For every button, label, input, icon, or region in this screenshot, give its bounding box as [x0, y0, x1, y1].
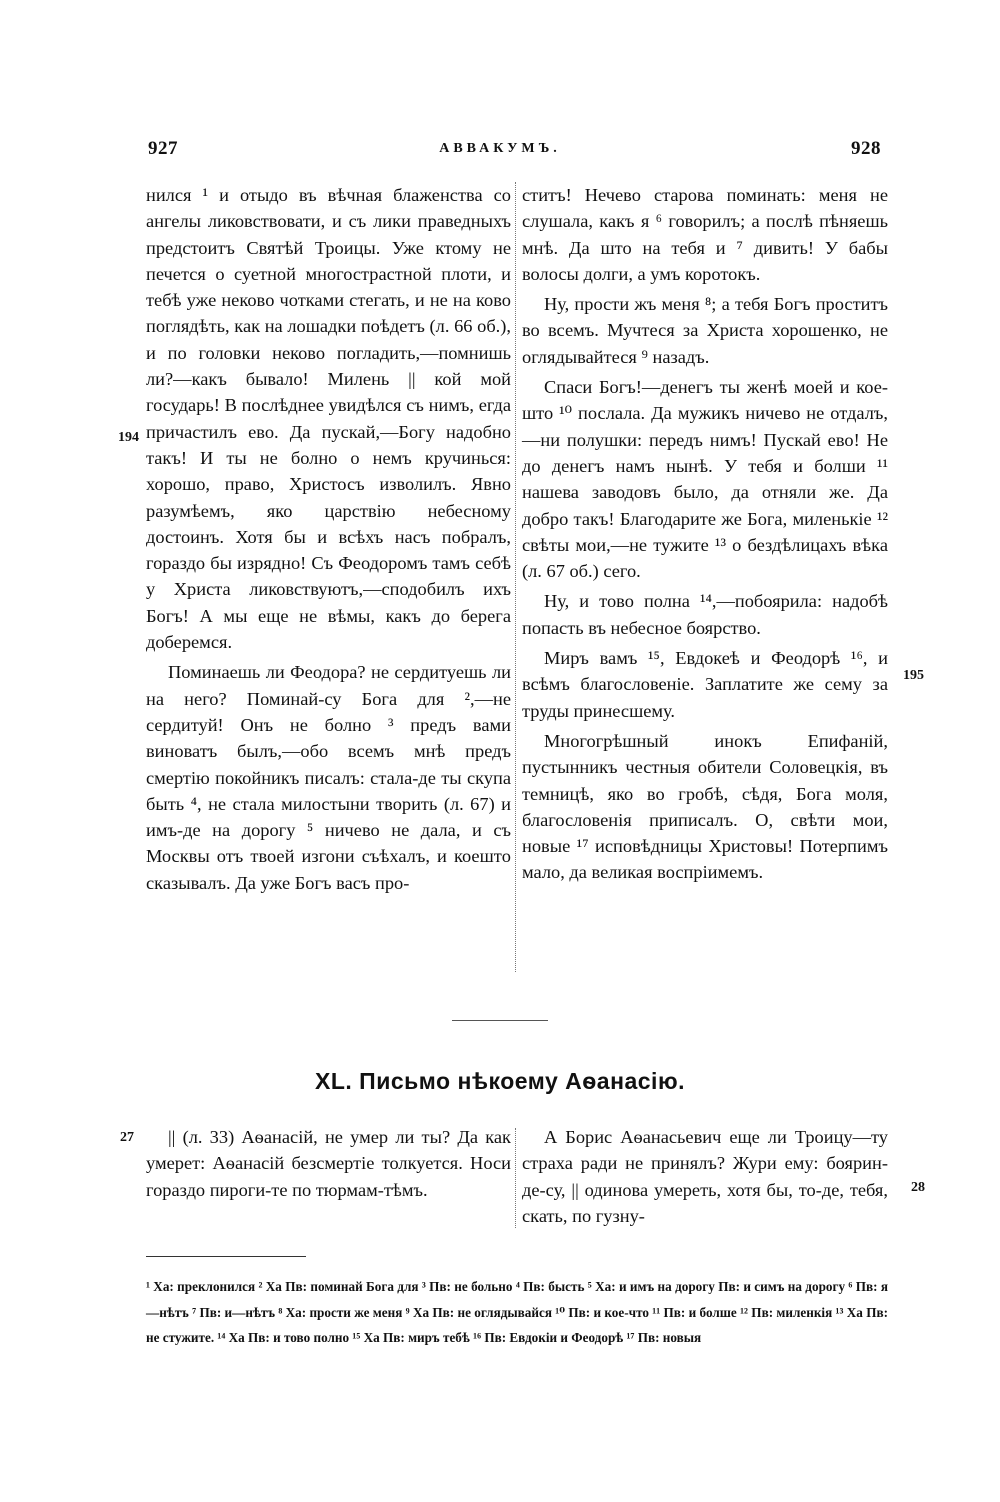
- section-right-paragraph: А Борис Аѳанасьевич еще ли Троицу—ту страха ради не принялъ? Жури ему: боярин-де-су, || одинова умереть, хотя бы, то-де, тебя, скать, по гузну-: [522, 1127, 888, 1226]
- right-column-number: 928: [851, 138, 881, 159]
- column-separator-lower: [515, 1128, 516, 1228]
- left-text-column: [146, 182, 511, 896]
- right-paragraph-4: Ну, и тово полна ¹⁴,—побоярила: надобѣ попасть въ небесное боярство.: [522, 591, 888, 638]
- footnote-rule: [146, 1256, 306, 1257]
- left-column-number: 927: [148, 138, 178, 159]
- margin-number-194: 194: [118, 430, 139, 445]
- column-separator: [515, 182, 516, 972]
- section-right-column: [522, 1124, 888, 1229]
- section-heading: XL. Письмо нѣкоему Аѳанасiю.: [315, 1068, 685, 1094]
- right-paragraph-1: ститъ! Нечево старова поминать: меня не слушала, какъ я ⁶ говорилъ; а послѣ пѣняешь мнѣ. Да што на тебя и ⁷ дивить! У бабы волосы долги, а умъ коротокъ.: [522, 185, 888, 284]
- section-divider: [452, 1020, 548, 1021]
- margin-number-27: 27: [120, 1130, 134, 1145]
- running-title: АВВАКУМЪ.: [439, 141, 561, 156]
- right-paragraph-3: Спаси Богъ!—денегъ ты женѣ моей и кое-што ¹⁰ послала. Да мужикъ ничево не отдалъ,—ни полушки: передъ нимъ! Пускай ево! Не до денегъ намъ нынѣ. У тебя и болши ¹¹ нашева заводовъ было, да отняли же. Да добро такъ! Благодарите же Бога, миленькiе ¹² свѣты мои,—не тужите ¹³ о бездѣлицахъ вѣка (л. 67 об.) сего.: [522, 377, 888, 582]
- right-text-column: [522, 182, 888, 886]
- right-paragraph-5: Миръ вамъ ¹⁵, Евдокеѣ и Феодорѣ ¹⁶, и всѣмъ благословенiе. Заплатите же сему за труды принесшему.: [522, 648, 888, 721]
- left-paragraph-2: Поминаешь ли Феодора? не сердитуешь ли на него? Поминай-су Бога для ²,—не сердитуй! Онъ не болно ³ предъ вами виноватъ былъ,—обо всемъ мнѣ предъ смертiю покойникъ писалъ: стала-де ты скупа быть ⁴, не стала милостыни творить (л. 67) и имъ-де на дорогу ⁵ ничево не дала, и съ Москвы отъ твоей изгони съѣхалъ, и коештo сказывалъ. Да уже Богъ васъ про-: [146, 662, 511, 893]
- margin-number-28: 28: [911, 1180, 925, 1195]
- page-header: [0, 138, 1000, 168]
- footnotes: ¹ Ха: преклонился ² Ха Пв: поминай Бога для ³ Пв: не больно ⁴ Пв: бысть ⁵ Ха: и имъ на дорогу Пв: и симъ на дорогу ⁶ Пв: я—нѣтъ ⁷ Пв: и—нѣтъ ⁸ Ха: прости же меня ⁹ Ха Пв: не оглядывайся ¹⁰ Пв: и кое-что ¹¹ Пв: и болше ¹² Пв: миленкiя ¹³ Ха Пв: не стужите. ¹⁴ Ха Пв: и тово полно ¹⁵ Ха Пв: миръ тебѣ ¹⁶ Пв: Евдокiи и Феодорѣ ¹⁷ Пв: новыя: [146, 1279, 888, 1345]
- left-paragraph-1: нился ¹ и отыдо въ вѣчная блаженства со ангелы ликовствовати, и съ лики праведныхъ предстоитъ Святѣй Троицы. Уже ктому не печется о суетной многострастной плоти, и тебѣ уже нековo чотками стегать, и не на ково поглядѣть, как на лошадки поѣдетъ (л. 66 об.), и по головки неково погладить,—помнишь ли?—какъ бывало! Милень || кой мой государь! В послѣднее увидѣлся съ нимъ, егда причастилъ ево. Да пускай,—Богу надобно такъ! И ты не болно о немъ кручинься: хорошо, право, Христосъ изволилъ. Явно разумѣемъ, яко царствiю небесному достоинъ. Хотя бы и всѣхъ насъ побралъ, гораздо бы изрядно! Съ Феодоромъ тамъ себѣ у Христа ликовствуютъ,—сподобилъ ихъ Богъ! А мы еще не вѣмы, какъ до берега доберемся.: [146, 185, 511, 653]
- section-left-paragraph: || (л. 33) Аѳанасiй, не умер ли ты? Да как умерет: Аѳанасiй безсмертiе толкуется. Носи гораздо пироги-те по тюрмам-тѣмъ.: [146, 1127, 511, 1200]
- right-paragraph-6: Многогрѣшный инокъ Епифанiй, пустынникъ честныя обители Соловецкiя, въ темницѣ, яко во гробѣ, сѣдя, Бога моля, благословенiя приписалъ. О, свѣти мои, новые ¹⁷ исповѣдницы Христовы! Потерпимъ мало, да великая воспрiимемъ.: [522, 730, 888, 883]
- section-left-column: [146, 1124, 511, 1203]
- margin-number-195: 195: [903, 668, 924, 683]
- right-paragraph-2: Ну, прости жъ меня ⁸; а тебя Богъ проститъ во всемъ. Мучтеся за Христа хорошенко, не оглядывайтеся ⁹ назадъ.: [522, 294, 888, 367]
